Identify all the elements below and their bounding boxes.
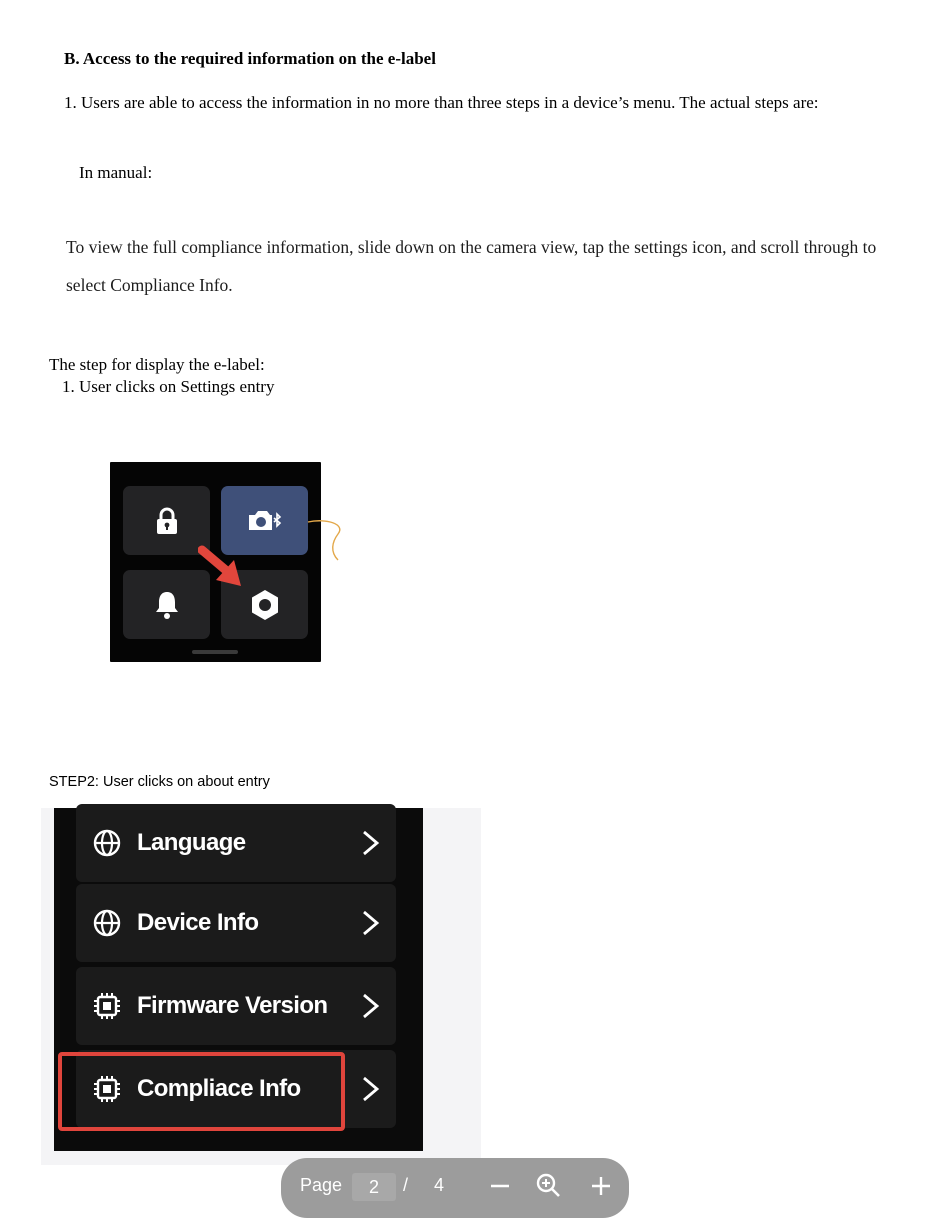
annotation-squiggle [306, 512, 346, 562]
hexagon-settings-icon [248, 588, 282, 622]
drag-handle[interactable] [192, 650, 238, 654]
chevron-right-icon [360, 828, 382, 858]
bell-icon [153, 589, 181, 621]
zoom-in-icon[interactable] [588, 1171, 614, 1199]
globe-icon [92, 828, 122, 858]
page-separator: / [403, 1175, 409, 1195]
quick-settings-screenshot [110, 462, 321, 662]
section-heading: B. Access to the required information on the e-label [64, 49, 436, 68]
total-pages: 4 [434, 1175, 445, 1195]
zoom-icon[interactable] [535, 1171, 561, 1199]
menu-item-label: Firmware Version [137, 992, 328, 1019]
page-label: Page [300, 1175, 343, 1195]
chevron-right-icon [360, 1074, 382, 1104]
step2-caption: STEP2: User clicks on about entry [49, 774, 270, 790]
menu-item-device-info[interactable] [76, 884, 396, 962]
menu-item-label: Language [137, 829, 246, 856]
current-page-input[interactable]: 2 [352, 1173, 396, 1201]
pointer-arrow [198, 544, 248, 594]
menu-item-firmware-version[interactable] [76, 967, 396, 1045]
steps-intro: The step for display the e-label: [49, 355, 265, 374]
menu-item-label: Compliace Info [137, 1075, 301, 1102]
menu-item-label: Device Info [137, 909, 259, 936]
compliance-highlight-box [58, 1052, 345, 1131]
in-manual-label: In manual: [79, 163, 153, 182]
step1-text: 1. User clicks on Settings entry [62, 377, 275, 396]
notification-tile[interactable] [123, 570, 210, 639]
intro-paragraph: 1. Users are able to access the information in no more than three steps in a device’s menu. The actual steps are: [64, 93, 819, 112]
chevron-right-icon [360, 991, 382, 1021]
pdf-toolbar [281, 1158, 629, 1218]
compliance-instructions: To view the full compliance information, slide down on the camera view, tap the settings icon, and scroll through to select Compliance Info. [66, 237, 877, 295]
lock-icon [154, 506, 180, 536]
lock-tile[interactable] [123, 486, 210, 555]
globe-icon [92, 908, 122, 938]
chip-icon [92, 991, 122, 1021]
chevron-right-icon [360, 908, 382, 938]
menu-item-language[interactable] [76, 804, 396, 882]
camera-bluetooth-icon [245, 506, 285, 536]
zoom-out-icon[interactable] [487, 1171, 513, 1199]
